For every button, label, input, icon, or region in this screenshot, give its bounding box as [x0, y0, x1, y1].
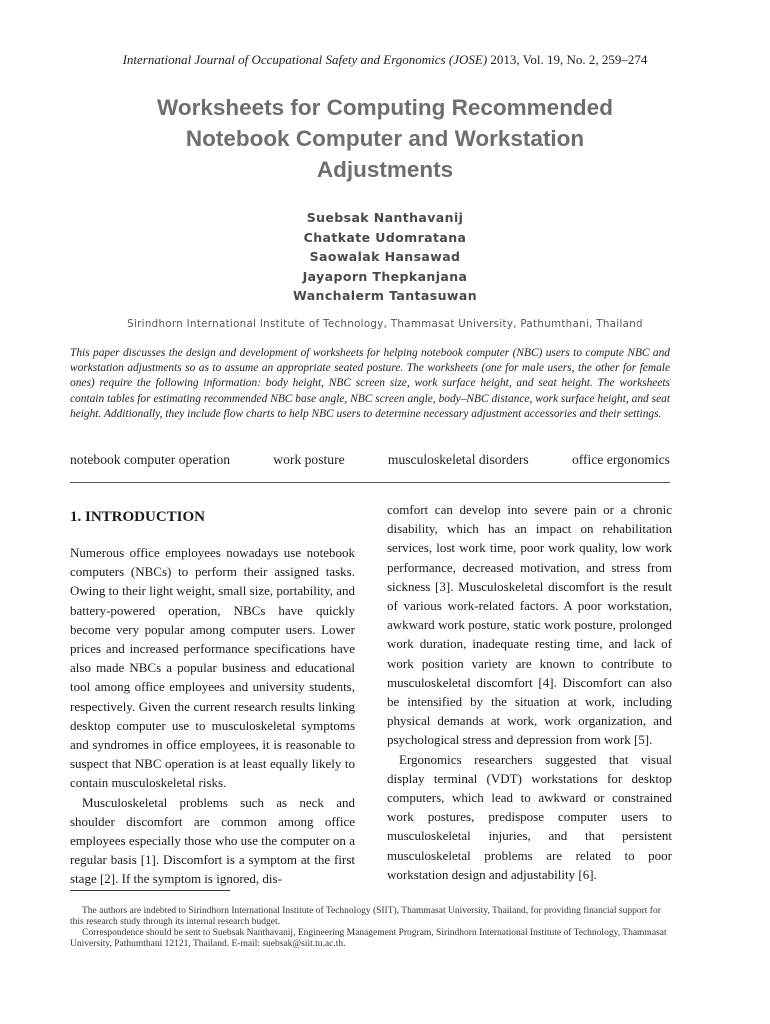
footnote: The authors are indebted to Sirindhorn International Institute of Technology (SIIT), Thammasat University, Thailand, for providing financial support for this research study through its internal research budget.: [70, 906, 661, 927]
journal-header: International Journal of Occupational Safety and Ergonomics (JOSE) 2013, Vol. 19, No. 2, 259–274: [122, 52, 648, 67]
right-column: [387, 500, 672, 884]
journal-abbr: JOSE: [453, 52, 483, 67]
body-paragraph: Numerous office employees nowadays use notebook computers (NBCs) to perform their assigned tasks. Owing to their light weight, small size, portability, and battery-powered operation, NBCs have quickly become very popular among computer users. Lower prices and increased performance specifications have also made NBCs a popular business and educational tool among office employees and university students, respectively. Given the current research results linking desktop computer use to musculoskeletal symptoms and syndromes in office employees, it is reasonable to suspect that NBC operation is at least equally likely to contain musculoskeletal risks.: [70, 545, 355, 791]
title-line: Worksheets for Computing Recommended: [157, 95, 613, 120]
journal-citation: 2013, Vol. 19, No. 2, 259–274: [487, 52, 648, 67]
author-name: Chatkate Udomratana: [303, 229, 467, 245]
keyword: office ergonomics: [571, 452, 670, 467]
title-line: Adjustments: [316, 157, 454, 182]
body-paragraph: comfort can develop into severe pain or a chronic disability, which has an impact on rehabilitation services, lost work time, poor work quality, low work performance, decreased motivation, and stress from sickness [3]. Musculoskeletal discomfort is the result of various work-related factors. A poor workstation, awkward work posture, static work posture, prolonged work duration, inadequate resting time, and lack of work position variety are known to contribute to musculoskeletal discomfort [4]. Discomfort can also be intensified by the situation at work, including physical demands at work, work organization, and psychological stress and depression from work [5].: [387, 502, 672, 748]
author-name: Jayaporn Thepkanjana: [302, 268, 468, 284]
body-paragraph: Musculoskeletal problems such as neck and shoulder discomfort are common among office employees especially those who use the computer on a regular basis [1]. Discomfort is a symptom at the first stage [2]. If the symptom is ignored, dis-: [70, 794, 355, 887]
affiliation: Sirindhorn International Institute of Technology, Thammasat University, Pathumthani, Thailand: [127, 318, 643, 330]
section-divider: [70, 482, 670, 483]
keyword: work posture: [273, 452, 345, 467]
left-column: [70, 500, 355, 889]
journal-name: International Journal of Occupational Safety and Ergonomics: [122, 52, 446, 67]
author-list: [0, 208, 770, 306]
title-line: Notebook Computer and Workstation: [185, 126, 585, 151]
footnotes: [70, 906, 670, 950]
keyword: notebook computer operation: [70, 452, 231, 467]
body-paragraph: Ergonomics researchers suggested that visual display terminal (VDT) workstations for desktop computers, which lead to awkward or constrained work postures, predispose computer users to musculoskeletal injuries, and that persistent musculoskeletal problems are related to poor workstation design and adjustability [6].: [387, 751, 672, 882]
keyword: musculoskeletal disorders: [387, 452, 529, 467]
author-name: Saowalak Hansawad: [309, 249, 461, 264]
author-name: Wanchalerm Tantasuwan: [292, 288, 477, 303]
footnote: Correspondence should be sent to Suebsak Nanthavanij, Engineering Management Program, Sirindhorn International Institute of Technology, Thammasat University, Pathumthani 12121, Thailand. E-mail: suebsak@siit.tu.ac.th.: [70, 928, 667, 949]
paper-title: [60, 92, 710, 185]
abstract: This paper discusses the design and development of worksheets for helping notebook computer (NBC) users to compute NBC and workstation adjustments so as to assume an appropriate seated posture. The worksheets (one for male users, the other for female ones) require the following information: body height, NBC screen size, work surface height, and seat height. The worksheets contain tables for estimating recommended NBC base angle, NBC screen angle, body–NBC distance, work surface height, and seat height. Additionally, they include flow charts to help NBC users to determine necessary adjustment accessories and their settings.: [70, 347, 670, 420]
footnote-divider: [70, 890, 230, 891]
section-heading: 1. INTRODUCTION: [70, 509, 206, 525]
author-name: Suebsak Nanthavanij: [306, 210, 464, 225]
keyword-list: [70, 452, 670, 468]
